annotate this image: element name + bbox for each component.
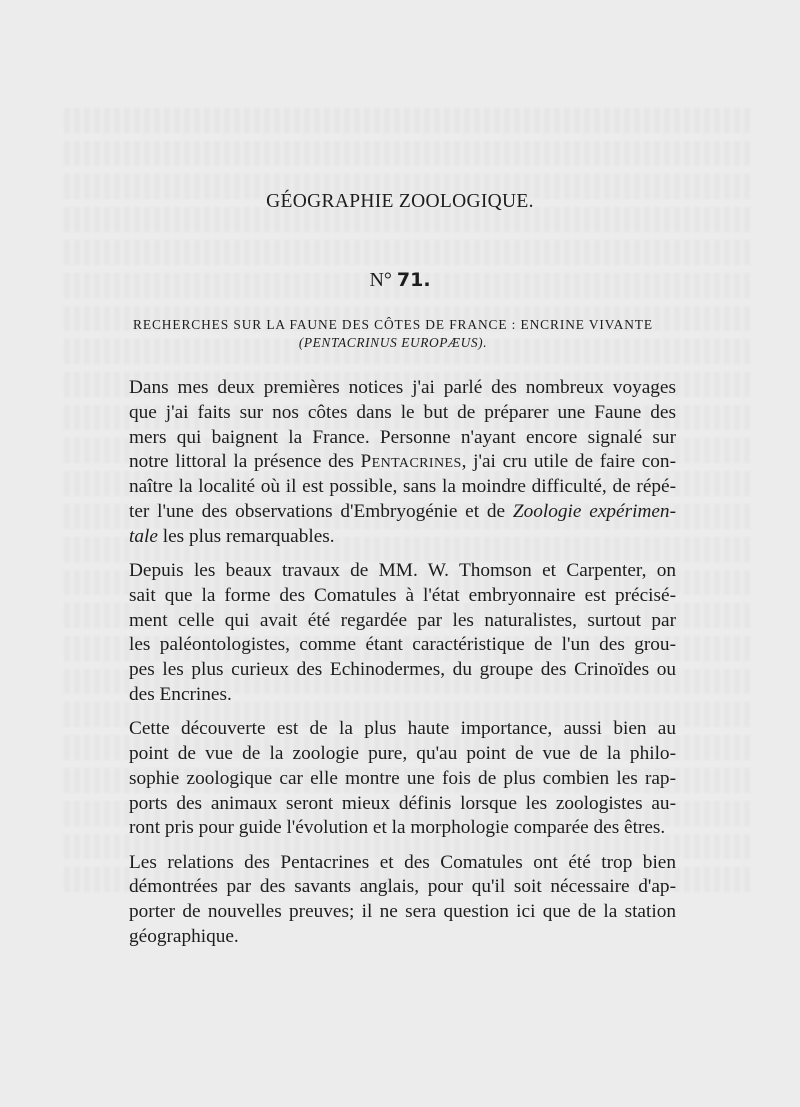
- text-line: ront pris pour guide l'évolution et la morphologie comparée des êtres.: [129, 817, 666, 839]
- text-line: [105, 450, 676, 475]
- text-line: géographique.: [129, 925, 239, 947]
- text-run: , j'ai cru utile de faire con-: [461, 451, 676, 473]
- text-line: ment celle qui avait été regardée par les naturalistes, surtout par: [129, 609, 676, 631]
- italic-term: tale: [129, 525, 158, 547]
- text-run: notre littoral la présence des: [129, 451, 361, 473]
- number-value: 71.: [396, 269, 431, 291]
- text-line: sait que la forme des Comatules à l'état embryonnaire est précisé-: [129, 584, 676, 606]
- text-line: Cette découverte est de la plus haute importance, aussi bien au: [129, 718, 676, 740]
- article-subtitle: (PENTACRINUS EUROPÆUS).: [298, 335, 488, 350]
- text-run: les plus remarquables.: [157, 525, 335, 547]
- text-line: mers qui baignent la France. Personne n'ayant encore signalé sur: [129, 426, 676, 448]
- text-line: Dans mes deux premières notices j'ai parlé des nombreux voyages: [129, 377, 676, 398]
- article-title: RECHERCHES SUR LA FAUNE DES CÔTES DE FRANCE : ENCRINE VIVANTE: [133, 317, 653, 332]
- text-line: pes les plus curieux des Echinodermes, du groupe des Crinoïdes ou: [129, 659, 676, 681]
- text-line: les paléontologistes, comme étant caractéristique de l'un des grou-: [129, 634, 676, 656]
- text-line: des Encrines.: [129, 683, 232, 705]
- text-line: Les relations des Pentacrines et des Comatules ont été trop bien: [129, 851, 676, 873]
- section-title: GÉOGRAPHIE ZOOLOGIQUE.: [266, 191, 534, 212]
- text-line: que j'ai faits sur nos côtes dans le but de préparer une Faune des: [129, 401, 676, 423]
- body-text: [105, 376, 676, 959]
- text-line: démontrées par des savants anglais, pour qu'il soit nécessaire d'ap-: [129, 876, 676, 898]
- article-number: [0, 269, 800, 292]
- text-run: ter l'une des observations d'Embryogénie et de: [129, 500, 513, 522]
- text-line: [105, 500, 676, 525]
- text-line: sophie zoologique car elle montre une fois de plus combien les rap-: [129, 767, 676, 789]
- text-line: porter de nouvelles preuves; il ne sera question ici que de la station: [129, 901, 676, 923]
- number-prefix: N°: [369, 269, 392, 291]
- article-heading: [104, 316, 682, 352]
- paragraph: [105, 851, 676, 950]
- text-line: Depuis les beaux travaux de MM. W. Thomson et Carpenter, on: [129, 559, 676, 581]
- paragraph: [105, 376, 676, 550]
- small-caps-term: Pentacrines: [360, 451, 462, 473]
- text-line: naître la localité où il est possible, sans la moindre difficulté, de répé-: [129, 476, 676, 498]
- text-line: point de vue de la zoologie pure, qu'au point de vue de la philo-: [129, 742, 676, 764]
- paragraph: [105, 559, 676, 708]
- text-line: [105, 525, 676, 550]
- text-line: ports des animaux seront mieux définis lorsque les zoologistes au-: [129, 792, 676, 814]
- paragraph: [105, 717, 676, 841]
- italic-term: Zoologie expérimen-: [512, 500, 676, 522]
